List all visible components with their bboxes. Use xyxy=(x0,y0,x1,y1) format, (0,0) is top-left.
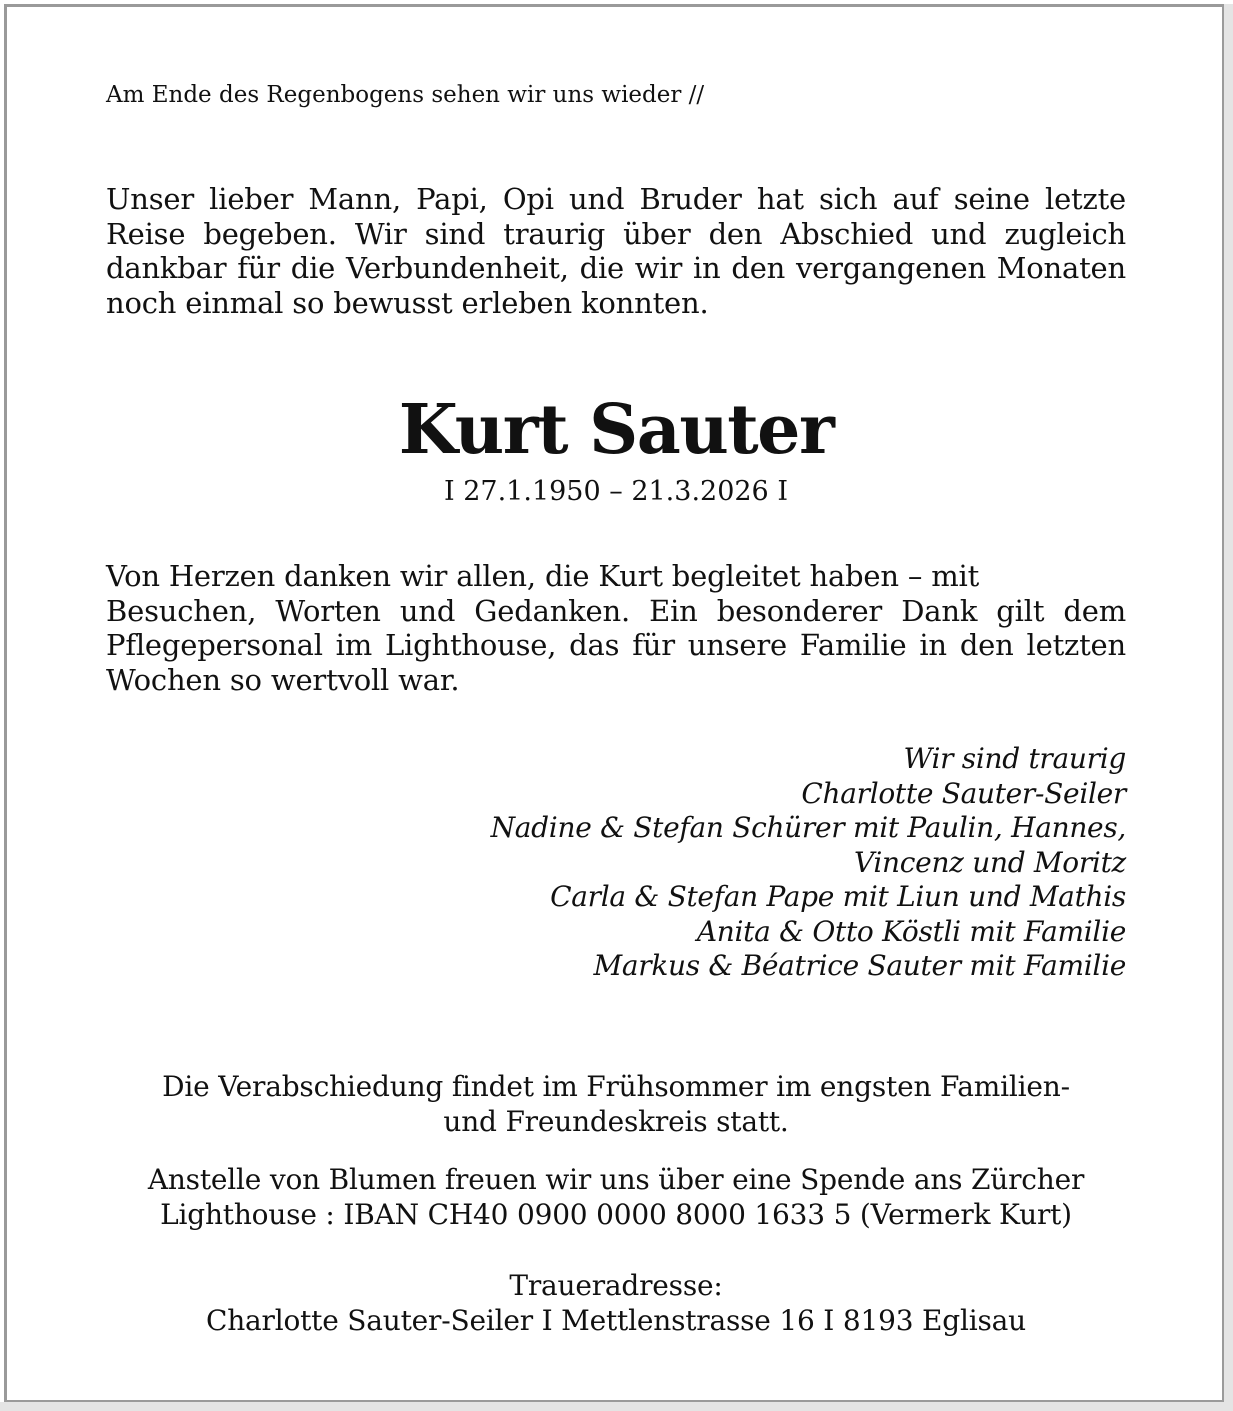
mourning-address xyxy=(106,1269,1126,1338)
intro-paragraph: Unser lieber Mann, Papi, Opi und Bruder hat sich auf seine letzte Reise begeben. Wir sind traurig über den Abschied und zugleich dankbar für die Verbundenheit, die wir in den vergangenen Monaten noch einmal so bewusst erleben konnten. xyxy=(106,182,1126,320)
thanks-first-line: Von Herzen danken wir allen, die Kurt begleitet haben – mit xyxy=(106,559,980,593)
motto-line: Am Ende des Regenbogens sehen wir uns wieder // xyxy=(106,82,705,108)
farewell-line: und Freundeskreis statt. xyxy=(443,1104,789,1138)
mourners-list xyxy=(106,742,1126,984)
mourners-heading: Wir sind traurig xyxy=(903,742,1126,775)
thanks-paragraph xyxy=(106,559,1126,697)
address-value: Charlotte Sauter-Seiler I Mettlenstrasse 16 I 8193 Eglisau xyxy=(205,1303,1026,1337)
deceased-name: Kurt Sauter xyxy=(398,390,834,470)
page-shadow-right xyxy=(1224,4,1233,1407)
mourner-entry: Anita & Otto Köstli mit Familie xyxy=(696,914,1126,948)
mourner-entry: Carla & Stefan Pape mit Liun und Mathis xyxy=(550,880,1126,913)
mourner-entry: Charlotte Sauter-Seiler xyxy=(801,776,1126,810)
farewell-line: Die Verabschiedung findet im Frühsommer im engsten Familien- xyxy=(162,1070,1070,1103)
donation-notice xyxy=(106,1163,1126,1232)
mourner-entry: Vincenz und Moritz xyxy=(853,845,1126,879)
life-dates: I 27.1.1950 – 21.3.2026 I xyxy=(444,476,788,507)
mourner-entry: Nadine & Stefan Schürer mit Paulin, Hannes, xyxy=(490,811,1126,844)
farewell-notice xyxy=(106,1070,1126,1139)
thanks-remaining-text: Besuchen, Worten und Gedanken. Ein besonderer Dank gilt dem Pflegepersonal im Lighthouse, das für unsere Familie in den letzten Wochen so wertvoll war. xyxy=(106,593,1126,697)
page-shadow-bottom xyxy=(0,1402,1233,1411)
donation-line: Anstelle von Blumen freuen wir uns über eine Spende ans Zürcher xyxy=(147,1163,1085,1196)
mourner-entry: Markus & Béatrice Sauter mit Familie xyxy=(593,949,1126,982)
address-label: Traueradresse: xyxy=(509,1269,723,1302)
donation-iban-line: Lighthouse : IBAN CH40 0900 0000 8000 1633 5 (Vermerk Kurt) xyxy=(160,1197,1072,1231)
